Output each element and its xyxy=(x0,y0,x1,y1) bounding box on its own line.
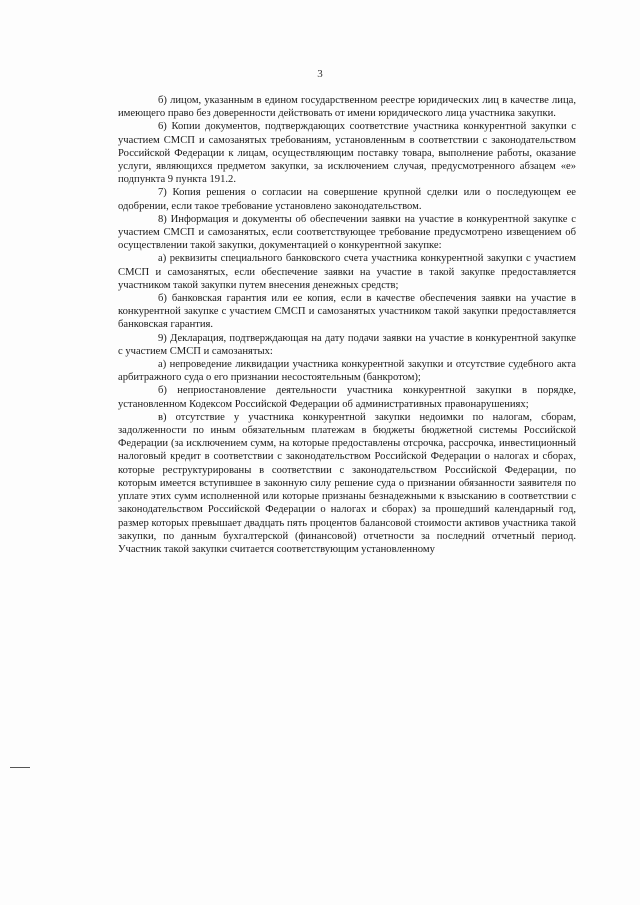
paragraph-item-9a: а) непроведение ликвидации участника конкурентной закупки и отсутствие судебного акта арбитражного суда о его признании несостоятельным (банкротом); xyxy=(118,359,576,384)
paragraph-item-9: 9) Декларация, подтверждающая на дату подачи заявки на участие в конкурентной закупке с участием СМСП и самозанятых: xyxy=(118,332,576,357)
document-body xyxy=(118,94,576,556)
paragraph-item-9v: в) отсутствие у участника конкурентной закупки недоимки по налогам, сборам, задолженности по иным обязательным платежам в бюджеты бюджетной системы Российской Федерации (за исключением сумм, на которые предоставлены отсрочка, рассрочка, инвестиционный налоговый кредит в соответствии с законодательством Российской Федерации о налогах и сборах, которые реструктурированы в соответствии с законодательством Российской Федерации, по которым имеется вступившее в законную силу решение суда о признании обязанности заявителя по уплате этих сумм исполненной или которые признаны безнадежными к взысканию в соответствии с законодательством Российской Федерации о налогах и сборах) за прошедший календарный год, размер которых превышает двадцать пять процентов балансовой стоимости активов участника такой закупки, по данным бухгалтерской (финансовой) отчетности за последний отчетный период. Участник такой закупки считается соответствующим установленному xyxy=(118,411,576,555)
paragraph-item-9b: б) неприостановление деятельности участника конкурентной закупки в порядке, установленном Кодексом Российской Федерации об административных правонарушениях; xyxy=(118,385,576,410)
paragraph-item-8b: б) банковская гарантия или ее копия, если в качестве обеспечения заявки на участие в конкурентной закупке с участием СМСП и самозанятых участником такой закупки предоставляется банковская гарантия. xyxy=(118,293,576,331)
page-number: 3 xyxy=(317,68,323,80)
paragraph-item-6: 6) Копии документов, подтверждающих соответствие участника конкурентной закупки с участием СМСП и самозанятых требованиям, установленным в соответствии с законодательством Российской Федерации к лицам, осуществляющим поставку товара, выполнение работы, оказание услуги, являющихся предметом закупки, за исключением случая, предусмотренного абзацем «е» подпункта 9 пункта 191.2. xyxy=(118,121,576,186)
margin-scan-mark xyxy=(10,767,30,768)
paragraph-item-7: 7) Копия решения о согласии на совершение крупной сделки или о последующем ее одобрении, если такое требование установлено законодательством. xyxy=(118,187,576,212)
paragraph-item-8a: а) реквизиты специального банковского счета участника конкурентной закупки с участием СМСП и самозанятых, если обеспечение заявки на участие в такой закупке предоставляется участником такой закупки путем внесения денежных средств; xyxy=(118,253,576,291)
paragraph-signatory-b: б) лицом, указанным в едином государственном реестре юридических лиц в качестве лица, имеющего право без доверенности действовать от имени юридического лица участника закупки. xyxy=(118,95,576,120)
paragraph-item-8: 8) Информация и документы об обеспечении заявки на участие в конкурентной закупке с участием СМСП и самозанятых, если соответствующее требование предусмотрено извещением об осуществлении такой закупки, документацией о конкурентной закупке: xyxy=(118,213,576,252)
